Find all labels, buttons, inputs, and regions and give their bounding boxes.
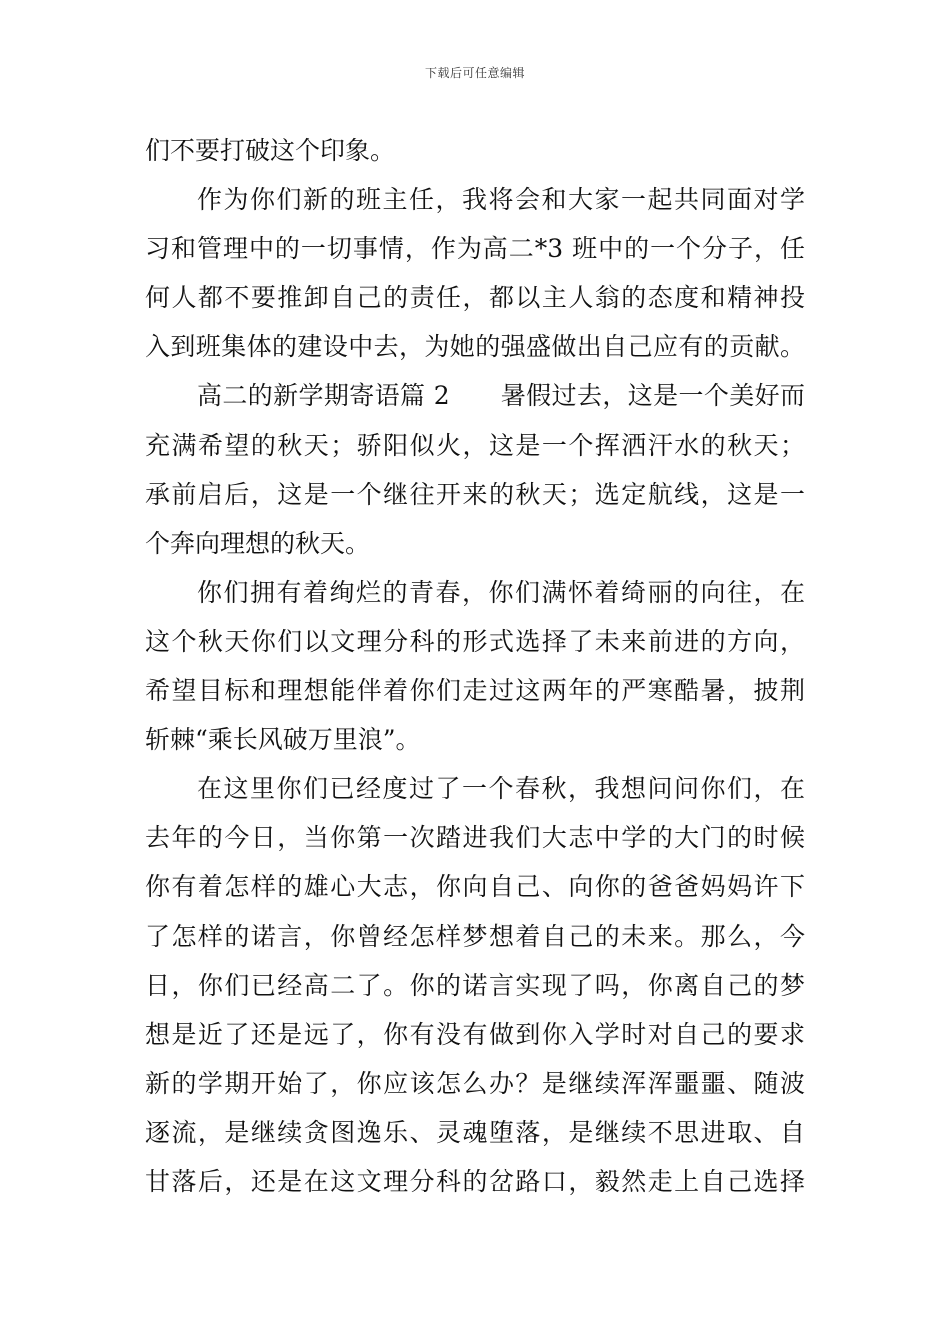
text-line: 甘落后，还是在这文理分科的岔路口，毅然走上自己选择	[145, 1166, 805, 1196]
page-header: 下载后可任意编辑	[424, 66, 525, 80]
text-line: 你有着怎样的雄心大志，你向自己、向你的爸爸妈妈许下	[145, 872, 805, 902]
text-line: 日，你们已经高二了。你的诺言实现了吗，你离自己的梦	[145, 970, 805, 1000]
text-line: 充满希望的秋天；骄阳似火，这是一个挥洒汗水的秋天；	[145, 430, 805, 460]
text-line: 了怎样的诺言，你曾经怎样梦想着自己的未来。那么，今	[145, 921, 805, 951]
text-line: 在这里你们已经度过了一个春秋，我想问问你们，在	[197, 774, 805, 804]
text-line: 逐流，是继续贪图逸乐、灵魂堕落，是继续不思进取、自	[145, 1117, 805, 1147]
text-line: 斩棘“乘长风破万里浪”。	[145, 725, 421, 755]
text-line: 习和管理中的一切事情，作为高二*3 班中的一个分子，任	[145, 234, 805, 264]
text-line: 何人都不要推卸自己的责任，都以主人翁的态度和精神投	[145, 283, 805, 313]
text-line: 这个秋天你们以文理分科的形式选择了未来前进的方向，	[145, 626, 805, 656]
text-line: 希望目标和理想能伴着你们走过这两年的严寒酷暑，披荆	[145, 676, 805, 706]
text-line: 入到班集体的建设中去，为她的强盛做出自己应有的贡献。	[145, 332, 805, 362]
document-body	[145, 126, 805, 1206]
text-line: 高二的新学期寄语篇 2 暑假过去，这是一个美好而	[197, 381, 805, 411]
text-line: 个奔向理想的秋天。	[145, 528, 371, 558]
text-line: 想是近了还是远了，你有没有做到你入学时对自己的要求	[145, 1019, 805, 1049]
text-line: 承前启后，这是一个继往开来的秋天；选定航线，这是一	[145, 479, 805, 509]
text-line: 新的学期开始了，你应该怎么办？是继续浑浑噩噩、随波	[145, 1068, 805, 1098]
text-line: 们不要打破这个印象。	[145, 136, 396, 165]
text-line: 去年的今日，当你第一次踏进我们大志中学的大门的时候	[145, 823, 805, 853]
text-line: 你们拥有着绚烂的青春，你们满怀着绮丽的向往，在	[197, 577, 805, 607]
text-line: 作为你们新的班主任，我将会和大家一起共同面对学	[197, 185, 805, 215]
